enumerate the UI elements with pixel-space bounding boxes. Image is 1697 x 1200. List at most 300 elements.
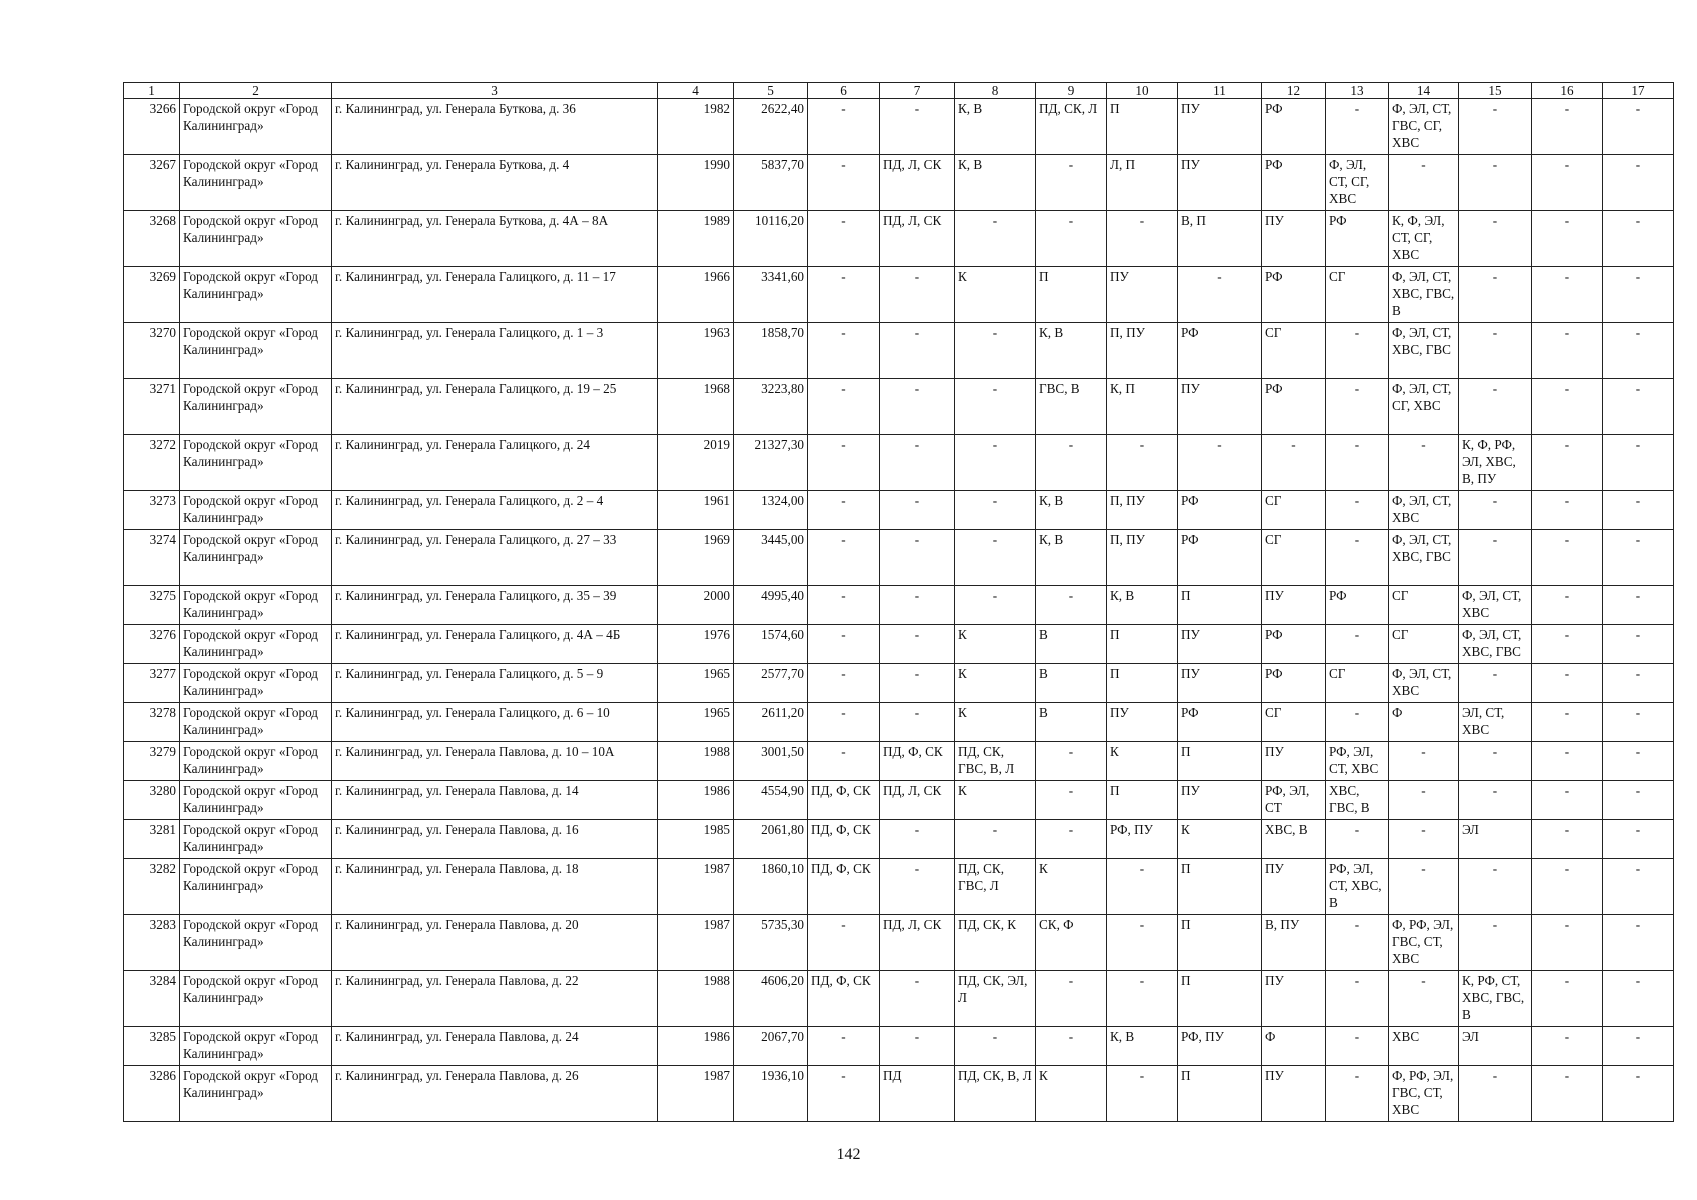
table-row [124,1066,1674,1122]
column-header-7: 7 [880,83,955,99]
column-header-13: 13 [1326,83,1389,99]
table-cell-col-12: РФ [1262,267,1326,323]
table-cell-col-16: - [1532,323,1603,379]
table-cell-col-9: В [1036,703,1107,742]
table-cell-col-12: РФ [1262,625,1326,664]
table-cell-col-3: г. Калининград, ул. Генерала Буткова, д. 4А – 8А [332,211,658,267]
table-cell-col-12: ПУ [1262,859,1326,915]
table-cell-col-7: ПД, Л, СК [880,211,955,267]
table-row [124,435,1674,491]
table-cell-col-17: - [1603,1027,1674,1066]
table-cell-col-17: - [1603,742,1674,781]
table-cell-col-10: П, ПУ [1107,491,1178,530]
table-cell-col-16: - [1532,703,1603,742]
table-cell-col-13: - [1326,971,1389,1027]
table-cell-col-5: 2622,40 [734,99,808,155]
table-cell-col-9: П [1036,267,1107,323]
table-cell-col-11: П [1178,586,1262,625]
table-cell-col-17: - [1603,1066,1674,1122]
table-cell-col-2: Городской округ «Город Калининград» [180,781,332,820]
table-cell-col-17: - [1603,323,1674,379]
column-number-header-row [124,83,1674,99]
table-cell-col-15: - [1459,530,1532,586]
table-cell-col-15: - [1459,99,1532,155]
table-cell-col-7: ПД [880,1066,955,1122]
table-cell-col-7: ПД, Ф, СК [880,742,955,781]
table-cell-col-15: ЭЛ [1459,820,1532,859]
table-cell-col-4: 1987 [658,915,734,971]
table-cell-col-10: К, В [1107,586,1178,625]
table-cell-col-17: - [1603,915,1674,971]
table-cell-col-12: ХВС, В [1262,820,1326,859]
table-cell-col-1: 3276 [124,625,180,664]
table-cell-col-10: - [1107,859,1178,915]
table-cell-col-14: - [1389,155,1459,211]
table-cell-col-12: РФ [1262,99,1326,155]
table-cell-col-1: 3272 [124,435,180,491]
table-cell-col-10: - [1107,1066,1178,1122]
table-row [124,155,1674,211]
table-cell-col-15: ЭЛ [1459,1027,1532,1066]
table-cell-col-8: К [955,625,1036,664]
table-cell-col-14: - [1389,435,1459,491]
table-cell-col-3: г. Калининград, ул. Генерала Галицкого, д. 11 – 17 [332,267,658,323]
housing-register-table [123,82,1674,1122]
table-cell-col-5: 3445,00 [734,530,808,586]
table-cell-col-17: - [1603,664,1674,703]
table-cell-col-9: К, В [1036,530,1107,586]
column-header-5: 5 [734,83,808,99]
table-cell-col-5: 10116,20 [734,211,808,267]
table-cell-col-13: - [1326,379,1389,435]
table-cell-col-13: РФ [1326,586,1389,625]
table-cell-col-16: - [1532,1027,1603,1066]
table-cell-col-11: ПУ [1178,664,1262,703]
table-cell-col-14: Ф, ЭЛ, СТ, ХВС, ГВС [1389,323,1459,379]
table-cell-col-15: К, РФ, СТ, ХВС, ГВС, В [1459,971,1532,1027]
page-number: 142 [836,1146,861,1163]
table-cell-col-15: - [1459,915,1532,971]
table-cell-col-10: П [1107,664,1178,703]
table-cell-col-6: - [808,379,880,435]
table-cell-col-5: 2577,70 [734,664,808,703]
table-cell-col-6: - [808,323,880,379]
table-cell-col-10: - [1107,211,1178,267]
table-cell-col-13: - [1326,323,1389,379]
table-cell-col-4: 1988 [658,742,734,781]
table-cell-col-13: - [1326,1066,1389,1122]
table-cell-col-8: - [955,323,1036,379]
table-row [124,1027,1674,1066]
table-cell-col-12: РФ [1262,664,1326,703]
table-cell-col-3: г. Калининград, ул. Генерала Павлова, д. 10 – 10А [332,742,658,781]
table-cell-col-9: - [1036,435,1107,491]
table-row [124,491,1674,530]
table-row [124,664,1674,703]
table-cell-col-6: ПД, Ф, СК [808,781,880,820]
table-cell-col-17: - [1603,99,1674,155]
table-cell-col-11: ПУ [1178,99,1262,155]
table-cell-col-17: - [1603,267,1674,323]
table-cell-col-14: Ф, ЭЛ, СТ, ХВС, ГВС, В [1389,267,1459,323]
table-cell-col-6: - [808,742,880,781]
table-cell-col-13: - [1326,99,1389,155]
column-header-8: 8 [955,83,1036,99]
table-cell-col-16: - [1532,742,1603,781]
table-cell-col-2: Городской округ «Город Калининград» [180,625,332,664]
table-cell-col-7: ПД, Л, СК [880,915,955,971]
table-cell-col-3: г. Калининград, ул. Генерала Галицкого, д. 1 – 3 [332,323,658,379]
table-row [124,530,1674,586]
table-cell-col-13: Ф, ЭЛ, СТ, СГ, ХВС [1326,155,1389,211]
table-cell-col-10: РФ, ПУ [1107,820,1178,859]
table-cell-col-17: - [1603,859,1674,915]
table-cell-col-4: 1985 [658,820,734,859]
table-cell-col-9: - [1036,820,1107,859]
table-cell-col-12: РФ [1262,155,1326,211]
table-cell-col-8: ПД, СК, К [955,915,1036,971]
table-cell-col-12: СГ [1262,491,1326,530]
table-cell-col-12: - [1262,435,1326,491]
table-cell-col-14: Ф, ЭЛ, СТ, ХВС [1389,491,1459,530]
table-cell-col-6: - [808,625,880,664]
table-cell-col-11: ПУ [1178,781,1262,820]
table-cell-col-3: г. Калининград, ул. Генерала Галицкого, д. 24 [332,435,658,491]
table-cell-col-17: - [1603,379,1674,435]
table-cell-col-5: 2611,20 [734,703,808,742]
table-cell-col-15: Ф, ЭЛ, СТ, ХВС, ГВС [1459,625,1532,664]
table-cell-col-15: - [1459,781,1532,820]
table-cell-col-16: - [1532,99,1603,155]
table-cell-col-10: - [1107,971,1178,1027]
table-cell-col-5: 3223,80 [734,379,808,435]
table-cell-col-5: 4554,90 [734,781,808,820]
table-cell-col-1: 3286 [124,1066,180,1122]
table-cell-col-17: - [1603,435,1674,491]
table-cell-col-8: К, В [955,155,1036,211]
table-cell-col-12: ПУ [1262,1066,1326,1122]
table-cell-col-1: 3271 [124,379,180,435]
table-cell-col-5: 1574,60 [734,625,808,664]
table-cell-col-14: Ф, ЭЛ, СТ, ХВС [1389,664,1459,703]
table-cell-col-5: 21327,30 [734,435,808,491]
table-cell-col-3: г. Калининград, ул. Генерала Буткова, д. 36 [332,99,658,155]
table-cell-col-6: - [808,99,880,155]
table-cell-col-14: Ф, РФ, ЭЛ, ГВС, СТ, ХВС [1389,1066,1459,1122]
table-cell-col-13: СГ [1326,267,1389,323]
table-cell-col-10: - [1107,435,1178,491]
table-cell-col-17: - [1603,155,1674,211]
table-cell-col-13: - [1326,1027,1389,1066]
table-cell-col-2: Городской округ «Город Калининград» [180,1027,332,1066]
table-cell-col-3: г. Калининград, ул. Генерала Павлова, д. 24 [332,1027,658,1066]
table-cell-col-17: - [1603,211,1674,267]
table-cell-col-7: - [880,859,955,915]
table-cell-col-4: 1989 [658,211,734,267]
table-cell-col-10: ПУ [1107,703,1178,742]
table-cell-col-3: г. Калининград, ул. Генерала Галицкого, д. 27 – 33 [332,530,658,586]
table-cell-col-13: СГ [1326,664,1389,703]
table-cell-col-6: ПД, Ф, СК [808,971,880,1027]
table-cell-col-4: 1982 [658,99,734,155]
table-cell-col-9: К [1036,1066,1107,1122]
table-row [124,703,1674,742]
table-cell-col-16: - [1532,820,1603,859]
table-cell-col-15: - [1459,742,1532,781]
table-cell-col-6: - [808,664,880,703]
table-cell-col-2: Городской округ «Город Калининград» [180,530,332,586]
table-cell-col-2: Городской округ «Город Калининград» [180,742,332,781]
table-cell-col-1: 3283 [124,915,180,971]
table-cell-col-6: - [808,530,880,586]
table-cell-col-1: 3266 [124,99,180,155]
table-cell-col-15: - [1459,155,1532,211]
table-cell-col-11: РФ [1178,703,1262,742]
table-row [124,781,1674,820]
table-cell-col-16: - [1532,971,1603,1027]
table-cell-col-2: Городской округ «Город Калининград» [180,491,332,530]
table-cell-col-11: П [1178,1066,1262,1122]
table-cell-col-5: 3001,50 [734,742,808,781]
table-cell-col-8: К [955,664,1036,703]
table-cell-col-9: К, В [1036,491,1107,530]
table-cell-col-4: 1965 [658,664,734,703]
table-cell-col-5: 4995,40 [734,586,808,625]
table-cell-col-15: - [1459,491,1532,530]
table-cell-col-4: 1965 [658,703,734,742]
table-cell-col-2: Городской округ «Город Калининград» [180,664,332,703]
table-cell-col-15: - [1459,664,1532,703]
table-cell-col-9: - [1036,155,1107,211]
table-cell-col-14: СГ [1389,586,1459,625]
table-cell-col-10: П [1107,99,1178,155]
table-cell-col-13: РФ, ЭЛ, СТ, ХВС, В [1326,859,1389,915]
table-cell-col-3: г. Калининград, ул. Генерала Галицкого, д. 5 – 9 [332,664,658,703]
table-cell-col-1: 3274 [124,530,180,586]
table-cell-col-2: Городской округ «Город Калининград» [180,915,332,971]
table-cell-col-13: - [1326,625,1389,664]
table-cell-col-11: РФ [1178,323,1262,379]
table-cell-col-12: СГ [1262,323,1326,379]
table-cell-col-9: В [1036,664,1107,703]
table-cell-col-1: 3279 [124,742,180,781]
table-cell-col-1: 3267 [124,155,180,211]
table-cell-col-15: - [1459,267,1532,323]
table-cell-col-15: - [1459,859,1532,915]
table-cell-col-2: Городской округ «Город Калининград» [180,267,332,323]
table-cell-col-2: Городской округ «Город Калининград» [180,820,332,859]
table-cell-col-3: г. Калининград, ул. Генерала Павлова, д. 22 [332,971,658,1027]
table-cell-col-5: 2067,70 [734,1027,808,1066]
table-row [124,211,1674,267]
table-cell-col-13: - [1326,491,1389,530]
table-cell-col-12: РФ, ЭЛ, СТ [1262,781,1326,820]
table-cell-col-4: 1987 [658,1066,734,1122]
column-header-3: 3 [332,83,658,99]
table-body [124,99,1674,1122]
table-cell-col-3: г. Калининград, ул. Генерала Павлова, д. 18 [332,859,658,915]
table-cell-col-12: ПУ [1262,742,1326,781]
table-cell-col-13: - [1326,530,1389,586]
table-cell-col-7: - [880,1027,955,1066]
table-cell-col-2: Городской округ «Город Калининград» [180,323,332,379]
table-cell-col-11: К [1178,820,1262,859]
column-header-12: 12 [1262,83,1326,99]
table-cell-col-2: Городской округ «Город Калининград» [180,379,332,435]
table-cell-col-16: - [1532,155,1603,211]
table-cell-col-9: - [1036,971,1107,1027]
table-cell-col-9: ПД, СК, Л [1036,99,1107,155]
table-cell-col-5: 1858,70 [734,323,808,379]
table-cell-col-11: П [1178,859,1262,915]
table-cell-col-10: Л, П [1107,155,1178,211]
table-row [124,859,1674,915]
table-cell-col-10: П, ПУ [1107,323,1178,379]
table-cell-col-4: 1987 [658,859,734,915]
table-cell-col-6: - [808,703,880,742]
column-header-11: 11 [1178,83,1262,99]
table-cell-col-4: 1968 [658,379,734,435]
table-cell-col-15: Ф, ЭЛ, СТ, ХВС [1459,586,1532,625]
table-cell-col-7: - [880,820,955,859]
table-cell-col-13: РФ, ЭЛ, СТ, ХВС [1326,742,1389,781]
table-cell-col-6: - [808,267,880,323]
table-cell-col-9: - [1036,742,1107,781]
table-cell-col-7: - [880,703,955,742]
table-cell-col-10: П, ПУ [1107,530,1178,586]
table-cell-col-3: г. Калининград, ул. Генерала Павлова, д. 16 [332,820,658,859]
table-cell-col-3: г. Калининград, ул. Генерала Павлова, д. 20 [332,915,658,971]
table-cell-col-5: 1860,10 [734,859,808,915]
table-cell-col-14: - [1389,742,1459,781]
table-cell-col-12: РФ [1262,379,1326,435]
table-cell-col-13: ХВС, ГВС, В [1326,781,1389,820]
table-cell-col-7: - [880,267,955,323]
table-row [124,971,1674,1027]
table-cell-col-3: г. Калининград, ул. Генерала Галицкого, д. 2 – 4 [332,491,658,530]
table-cell-col-3: г. Калининград, ул. Генерала Галицкого, д. 35 – 39 [332,586,658,625]
table-cell-col-7: - [880,971,955,1027]
column-header-9: 9 [1036,83,1107,99]
table-cell-col-16: - [1532,211,1603,267]
table-cell-col-15: - [1459,323,1532,379]
table-cell-col-8: - [955,586,1036,625]
table-cell-col-14: Ф [1389,703,1459,742]
table-cell-col-16: - [1532,267,1603,323]
table-cell-col-16: - [1532,625,1603,664]
table-cell-col-14: ХВС [1389,1027,1459,1066]
table-cell-col-14: - [1389,781,1459,820]
table-cell-col-17: - [1603,781,1674,820]
table-cell-col-5: 1324,00 [734,491,808,530]
table-cell-col-4: 1969 [658,530,734,586]
table-cell-col-4: 2000 [658,586,734,625]
table-cell-col-8: - [955,820,1036,859]
table-cell-col-7: - [880,530,955,586]
table-cell-col-14: Ф, ЭЛ, СТ, СГ, ХВС [1389,379,1459,435]
table-cell-col-6: - [808,435,880,491]
table-cell-col-1: 3285 [124,1027,180,1066]
table-cell-col-9: - [1036,781,1107,820]
table-cell-col-14: - [1389,971,1459,1027]
column-header-6: 6 [808,83,880,99]
column-header-10: 10 [1107,83,1178,99]
table-cell-col-11: РФ, ПУ [1178,1027,1262,1066]
table-cell-col-8: - [955,1027,1036,1066]
table-cell-col-2: Городской округ «Город Калининград» [180,971,332,1027]
table-cell-col-5: 1936,10 [734,1066,808,1122]
table-cell-col-10: К, П [1107,379,1178,435]
table-cell-col-10: К, В [1107,1027,1178,1066]
table-cell-col-2: Городской округ «Город Калининград» [180,155,332,211]
table-cell-col-9: - [1036,586,1107,625]
table-cell-col-16: - [1532,781,1603,820]
table-cell-col-16: - [1532,1066,1603,1122]
table-cell-col-5: 4606,20 [734,971,808,1027]
table-cell-col-14: К, Ф, ЭЛ, СТ, СГ, ХВС [1389,211,1459,267]
table-cell-col-17: - [1603,703,1674,742]
table-cell-col-15: ЭЛ, СТ, ХВС [1459,703,1532,742]
table-cell-col-11: РФ [1178,491,1262,530]
table-cell-col-15: К, Ф, РФ, ЭЛ, ХВС, В, ПУ [1459,435,1532,491]
table-cell-col-3: г. Калининград, ул. Генерала Галицкого, д. 19 – 25 [332,379,658,435]
table-cell-col-3: г. Калининград, ул. Генерала Павлова, д. 26 [332,1066,658,1122]
table-cell-col-4: 1986 [658,781,734,820]
table-cell-col-16: - [1532,586,1603,625]
table-cell-col-4: 1988 [658,971,734,1027]
table-cell-col-13: - [1326,820,1389,859]
table-cell-col-11: ПУ [1178,379,1262,435]
table-cell-col-10: К [1107,742,1178,781]
table-cell-col-12: Ф [1262,1027,1326,1066]
table-row [124,586,1674,625]
table-cell-col-7: ПД, Л, СК [880,781,955,820]
table-cell-col-13: - [1326,435,1389,491]
table-cell-col-15: - [1459,379,1532,435]
table-cell-col-5: 3341,60 [734,267,808,323]
column-header-17: 17 [1603,83,1674,99]
table-cell-col-9: - [1036,211,1107,267]
table-cell-col-7: - [880,435,955,491]
table-cell-col-8: К, В [955,99,1036,155]
table-cell-col-17: - [1603,625,1674,664]
column-header-16: 16 [1532,83,1603,99]
table-cell-col-1: 3284 [124,971,180,1027]
table-cell-col-14: Ф, ЭЛ, СТ, ХВС, ГВС [1389,530,1459,586]
table-cell-col-4: 1990 [658,155,734,211]
table-cell-col-8: - [955,530,1036,586]
table-cell-col-5: 5735,30 [734,915,808,971]
table-cell-col-4: 1961 [658,491,734,530]
table-cell-col-11: - [1178,435,1262,491]
table-cell-col-11: ПУ [1178,155,1262,211]
column-header-14: 14 [1389,83,1459,99]
table-cell-col-2: Городской округ «Город Калининград» [180,1066,332,1122]
table-cell-col-3: г. Калининград, ул. Генерала Галицкого, д. 6 – 10 [332,703,658,742]
table-cell-col-7: - [880,379,955,435]
table-cell-col-8: ПД, СК, ГВС, В, Л [955,742,1036,781]
table-row [124,820,1674,859]
table-cell-col-1: 3280 [124,781,180,820]
table-row [124,742,1674,781]
table-cell-col-1: 3273 [124,491,180,530]
table-cell-col-17: - [1603,491,1674,530]
table-cell-col-13: - [1326,915,1389,971]
table-cell-col-6: - [808,1027,880,1066]
table-cell-col-2: Городской округ «Город Калининград» [180,586,332,625]
table-cell-col-17: - [1603,530,1674,586]
table-cell-col-2: Городской округ «Город Калининград» [180,211,332,267]
